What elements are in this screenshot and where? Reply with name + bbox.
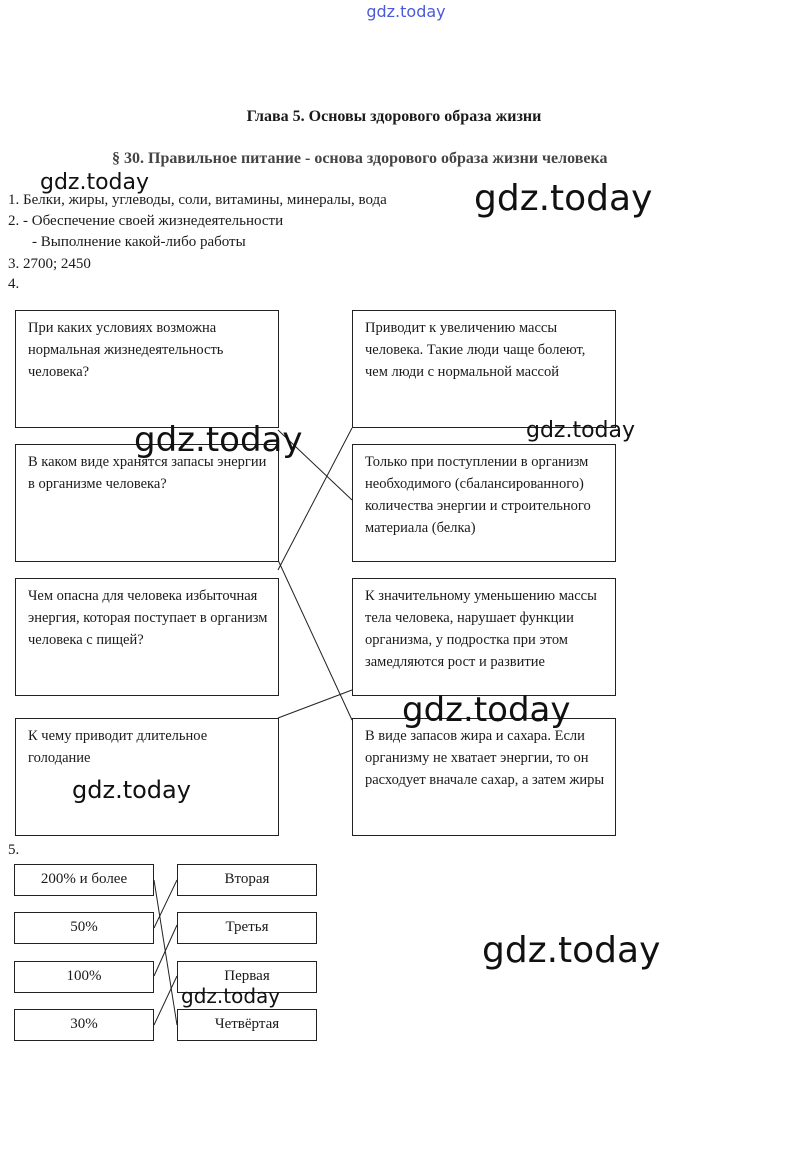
task5-right-box-3: Первая bbox=[177, 961, 317, 993]
task5-left-box-3: 100% bbox=[14, 961, 154, 993]
match-line-5 bbox=[154, 880, 177, 1025]
task5-left-box-1: 200% и более bbox=[14, 864, 154, 896]
task4-right-box-2: Только при поступлении в организм необходимого (сбалансированного) количества энергии и строительного материала (белка) bbox=[352, 444, 616, 562]
answer-3: 3. 2700; 2450 bbox=[8, 256, 91, 272]
watermark: gdz.today bbox=[482, 930, 661, 971]
task4-left-box-1: При каких условиях возможна нормальная жизнедеятельность человека? bbox=[15, 310, 279, 428]
task4-left-box-3: Чем опасна для человека избыточная энергия, которая поступает в организм человека с пищей? bbox=[15, 578, 279, 696]
watermark: gdz.today bbox=[72, 776, 191, 804]
task5-left-box-4: 30% bbox=[14, 1009, 154, 1041]
answer-2-line-1: 2. - Обеспечение своей жизнедеятельности bbox=[8, 213, 284, 229]
watermark: gdz.today bbox=[402, 690, 571, 730]
watermark: gdz.today bbox=[134, 420, 303, 460]
match-line-6 bbox=[154, 880, 177, 928]
chapter-title: Глава 5. Основы здорового образа жизни bbox=[246, 108, 542, 125]
watermark: gdz.today bbox=[474, 178, 653, 219]
match-line-2 bbox=[278, 560, 352, 720]
answer-2-line-2: - Выполнение какой-либо работы bbox=[32, 234, 246, 250]
task4-right-box-3: К значительному уменьшению массы тела человека, нарушает функции организма, у подростка при этом замедляются рост и развитие bbox=[352, 578, 616, 696]
match-line-4 bbox=[278, 690, 352, 718]
match-line-7 bbox=[154, 925, 177, 976]
watermark: gdz.today bbox=[526, 418, 636, 443]
section-title: § 30. Правильное питание - основа здорового образа жизни человека bbox=[112, 150, 608, 167]
task4-left-box-4: К чему приводит длительное голодание bbox=[15, 718, 279, 836]
watermark: gdz.today bbox=[40, 170, 150, 195]
answer-4-label: 4. bbox=[8, 276, 20, 292]
watermark: gdz.today bbox=[181, 984, 281, 1008]
top-watermark: gdz.today bbox=[366, 2, 446, 21]
task5-right-box-1: Вторая bbox=[177, 864, 317, 896]
task4-left-box-2: В каком виде хранятся запасы энергии в организме человека? bbox=[15, 444, 279, 562]
task4-right-box-1: Приводит к увеличению массы человека. Такие люди чаще болеют, чем люди с нормальной массой bbox=[352, 310, 616, 428]
task5-left-box-2: 50% bbox=[14, 912, 154, 944]
answer-1: 1. Белки, жиры, углеводы, соли, витамины, минералы, вода bbox=[8, 192, 387, 208]
task5-right-box-4: Четвёртая bbox=[177, 1009, 317, 1041]
task5-right-box-2: Третья bbox=[177, 912, 317, 944]
answer-5-label: 5. bbox=[8, 842, 20, 858]
task4-right-box-4: В виде запасов жира и сахара. Если организму не хватает энергии, то он расходует вначале сахар, а затем жиры bbox=[352, 718, 616, 836]
match-line-8 bbox=[154, 976, 177, 1025]
